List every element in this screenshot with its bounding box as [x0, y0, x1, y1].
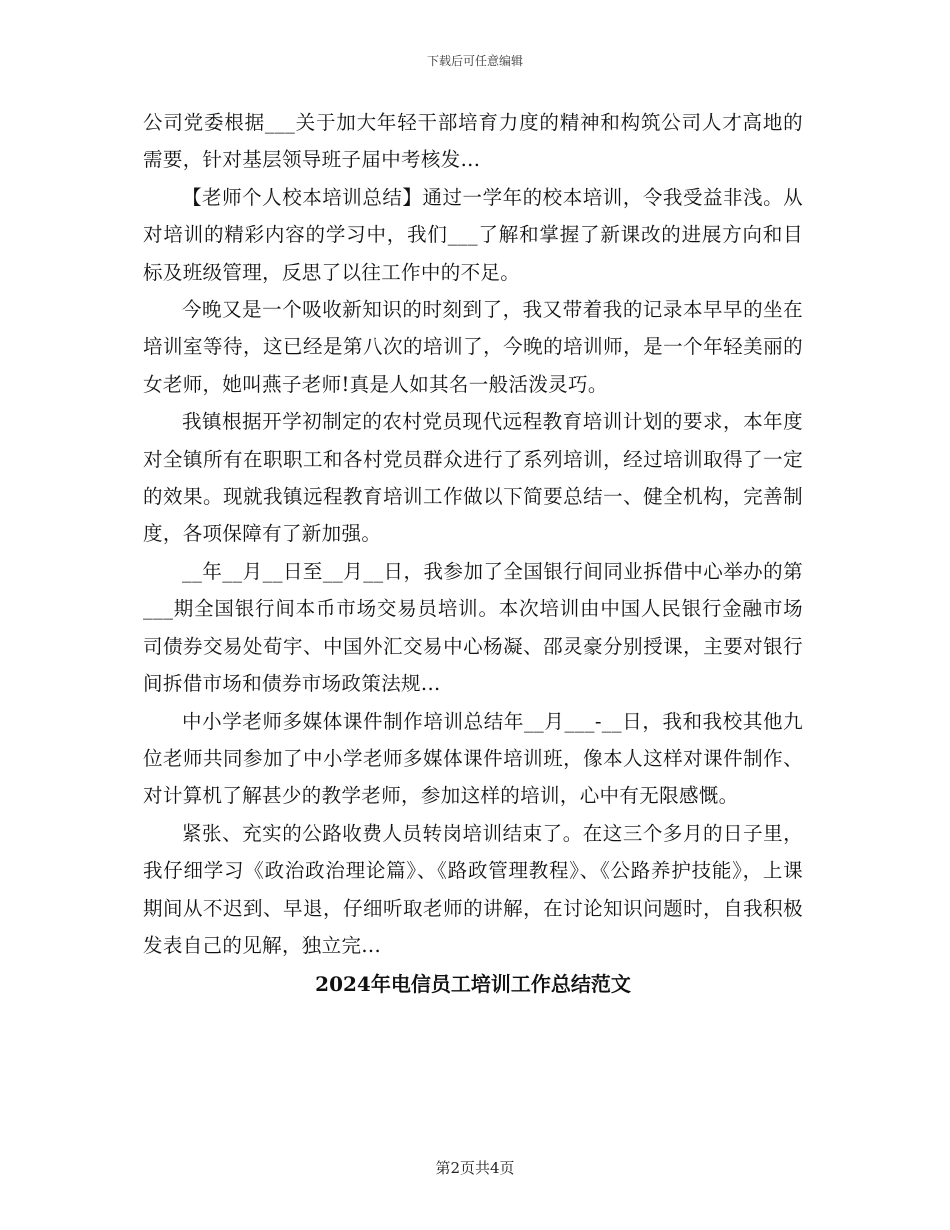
paragraph-6: 中小学老师多媒体课件制作培训总结年__月___-__日，我和我校其他九位老师共同参加了中小学老师多媒体课件培训班，像本人这样对课件制作、对计算机了解甚少的教学老师，参加这样的培训，心中有无限感慨。 [143, 709, 803, 808]
document-body [143, 104, 803, 1004]
paragraph-7: 紧张、充实的公路收费人员转岗培训结束了。在这三个多月的日子里，我仔细学习《政治政治理论篇》、《路政管理教程》、《公路养护技能》，上课期间从不迟到、早退，仔细听取老师的讲解，在讨论知识问题时，自我积极发表自己的见解，独立完... [143, 821, 803, 957]
document-title: 2024年电信员工培训工作总结范文 [315, 972, 631, 997]
paragraph-5: __年__月__日至__月__日，我参加了全国银行间同业拆借中心举办的第___期全国银行间本币市场交易员培训。本次培训由中国人民银行金融市场司债券交易处荀宇、中国外汇交易中心杨凝、邵灵豪分别授课，主要对银行间拆借市场和债券市场政策法规... [143, 559, 803, 696]
paragraph-2: 【老师个人校本培训总结】通过一学年的校本培训，令我受益非浅。从对培训的精彩内容的学习中，我们___了解和掌握了新课改的进展方向和目标及班级管理，反思了以往工作中的不足。 [143, 185, 803, 284]
paragraph-3: 今晚又是一个吸收新知识的时刻到了，我又带着我的记录本早早的坐在培训室等待，这已经是第八次的培训了，今晚的培训师，是一个年轻美丽的女老师，她叫燕子老师!真是人如其名一般活泼灵巧。 [143, 298, 803, 396]
paragraph-4: 我镇根据开学初制定的农村党员现代远程教育培训计划的要求，本年度对全镇所有在职职工和各村党员群众进行了系列培训，经过培训取得了一定的效果。现就我镇远程教育培训工作做以下简要总结一、健全机构，完善制度，各项保障有了新加强。 [143, 410, 803, 546]
paragraph-1: 公司党委根据___关于加大年轻干部培育力度的精神和构筑公司人才高地的需要，针对基层领导班子届中考核发... [143, 111, 803, 172]
page-number: 第2页共4页 [435, 1159, 515, 1177]
page-header: 下载后可任意编辑 [426, 54, 523, 68]
